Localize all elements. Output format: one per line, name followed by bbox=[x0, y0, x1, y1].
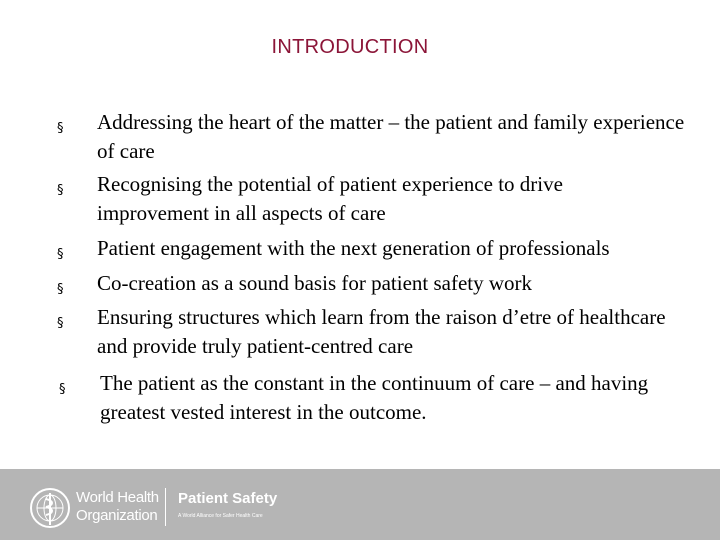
bullet-text: Patient engagement with the next generation of professionals bbox=[97, 236, 610, 260]
slide-title: INTRODUCTION bbox=[271, 36, 429, 58]
bullet-icon: § bbox=[57, 247, 64, 262]
bullet-icon: § bbox=[57, 282, 64, 297]
program-title: Patient Safety bbox=[178, 490, 278, 507]
bullet-icon: § bbox=[59, 382, 66, 397]
bullet-text: The patient as the constant in the continuum of care – and having greatest vested interest in the outcome. bbox=[100, 371, 649, 424]
bullet-icon: § bbox=[57, 121, 64, 136]
bullet-icon: § bbox=[57, 183, 64, 198]
bullet-text: Co-creation as a sound basis for patient safety work bbox=[97, 271, 533, 295]
who-logo-text bbox=[76, 489, 159, 525]
bullet-icon: § bbox=[57, 316, 64, 331]
bullet-text: Addressing the heart of the matter – the patient and family experience of care bbox=[97, 110, 685, 163]
who-emblem-icon bbox=[29, 487, 71, 529]
footer-divider bbox=[165, 488, 166, 526]
org-name-line1: World Health bbox=[76, 489, 159, 506]
bullet-text: Ensuring structures which learn from the raison d’etre of healthcare and provide truly patient-centred care bbox=[97, 305, 666, 358]
program-subtitle: A World Alliance for Safer Health Care bbox=[178, 513, 263, 519]
org-name-line2: Organization bbox=[76, 507, 158, 524]
bullet-text: Recognising the potential of patient experience to drive improvement in all aspects of care bbox=[97, 172, 563, 225]
